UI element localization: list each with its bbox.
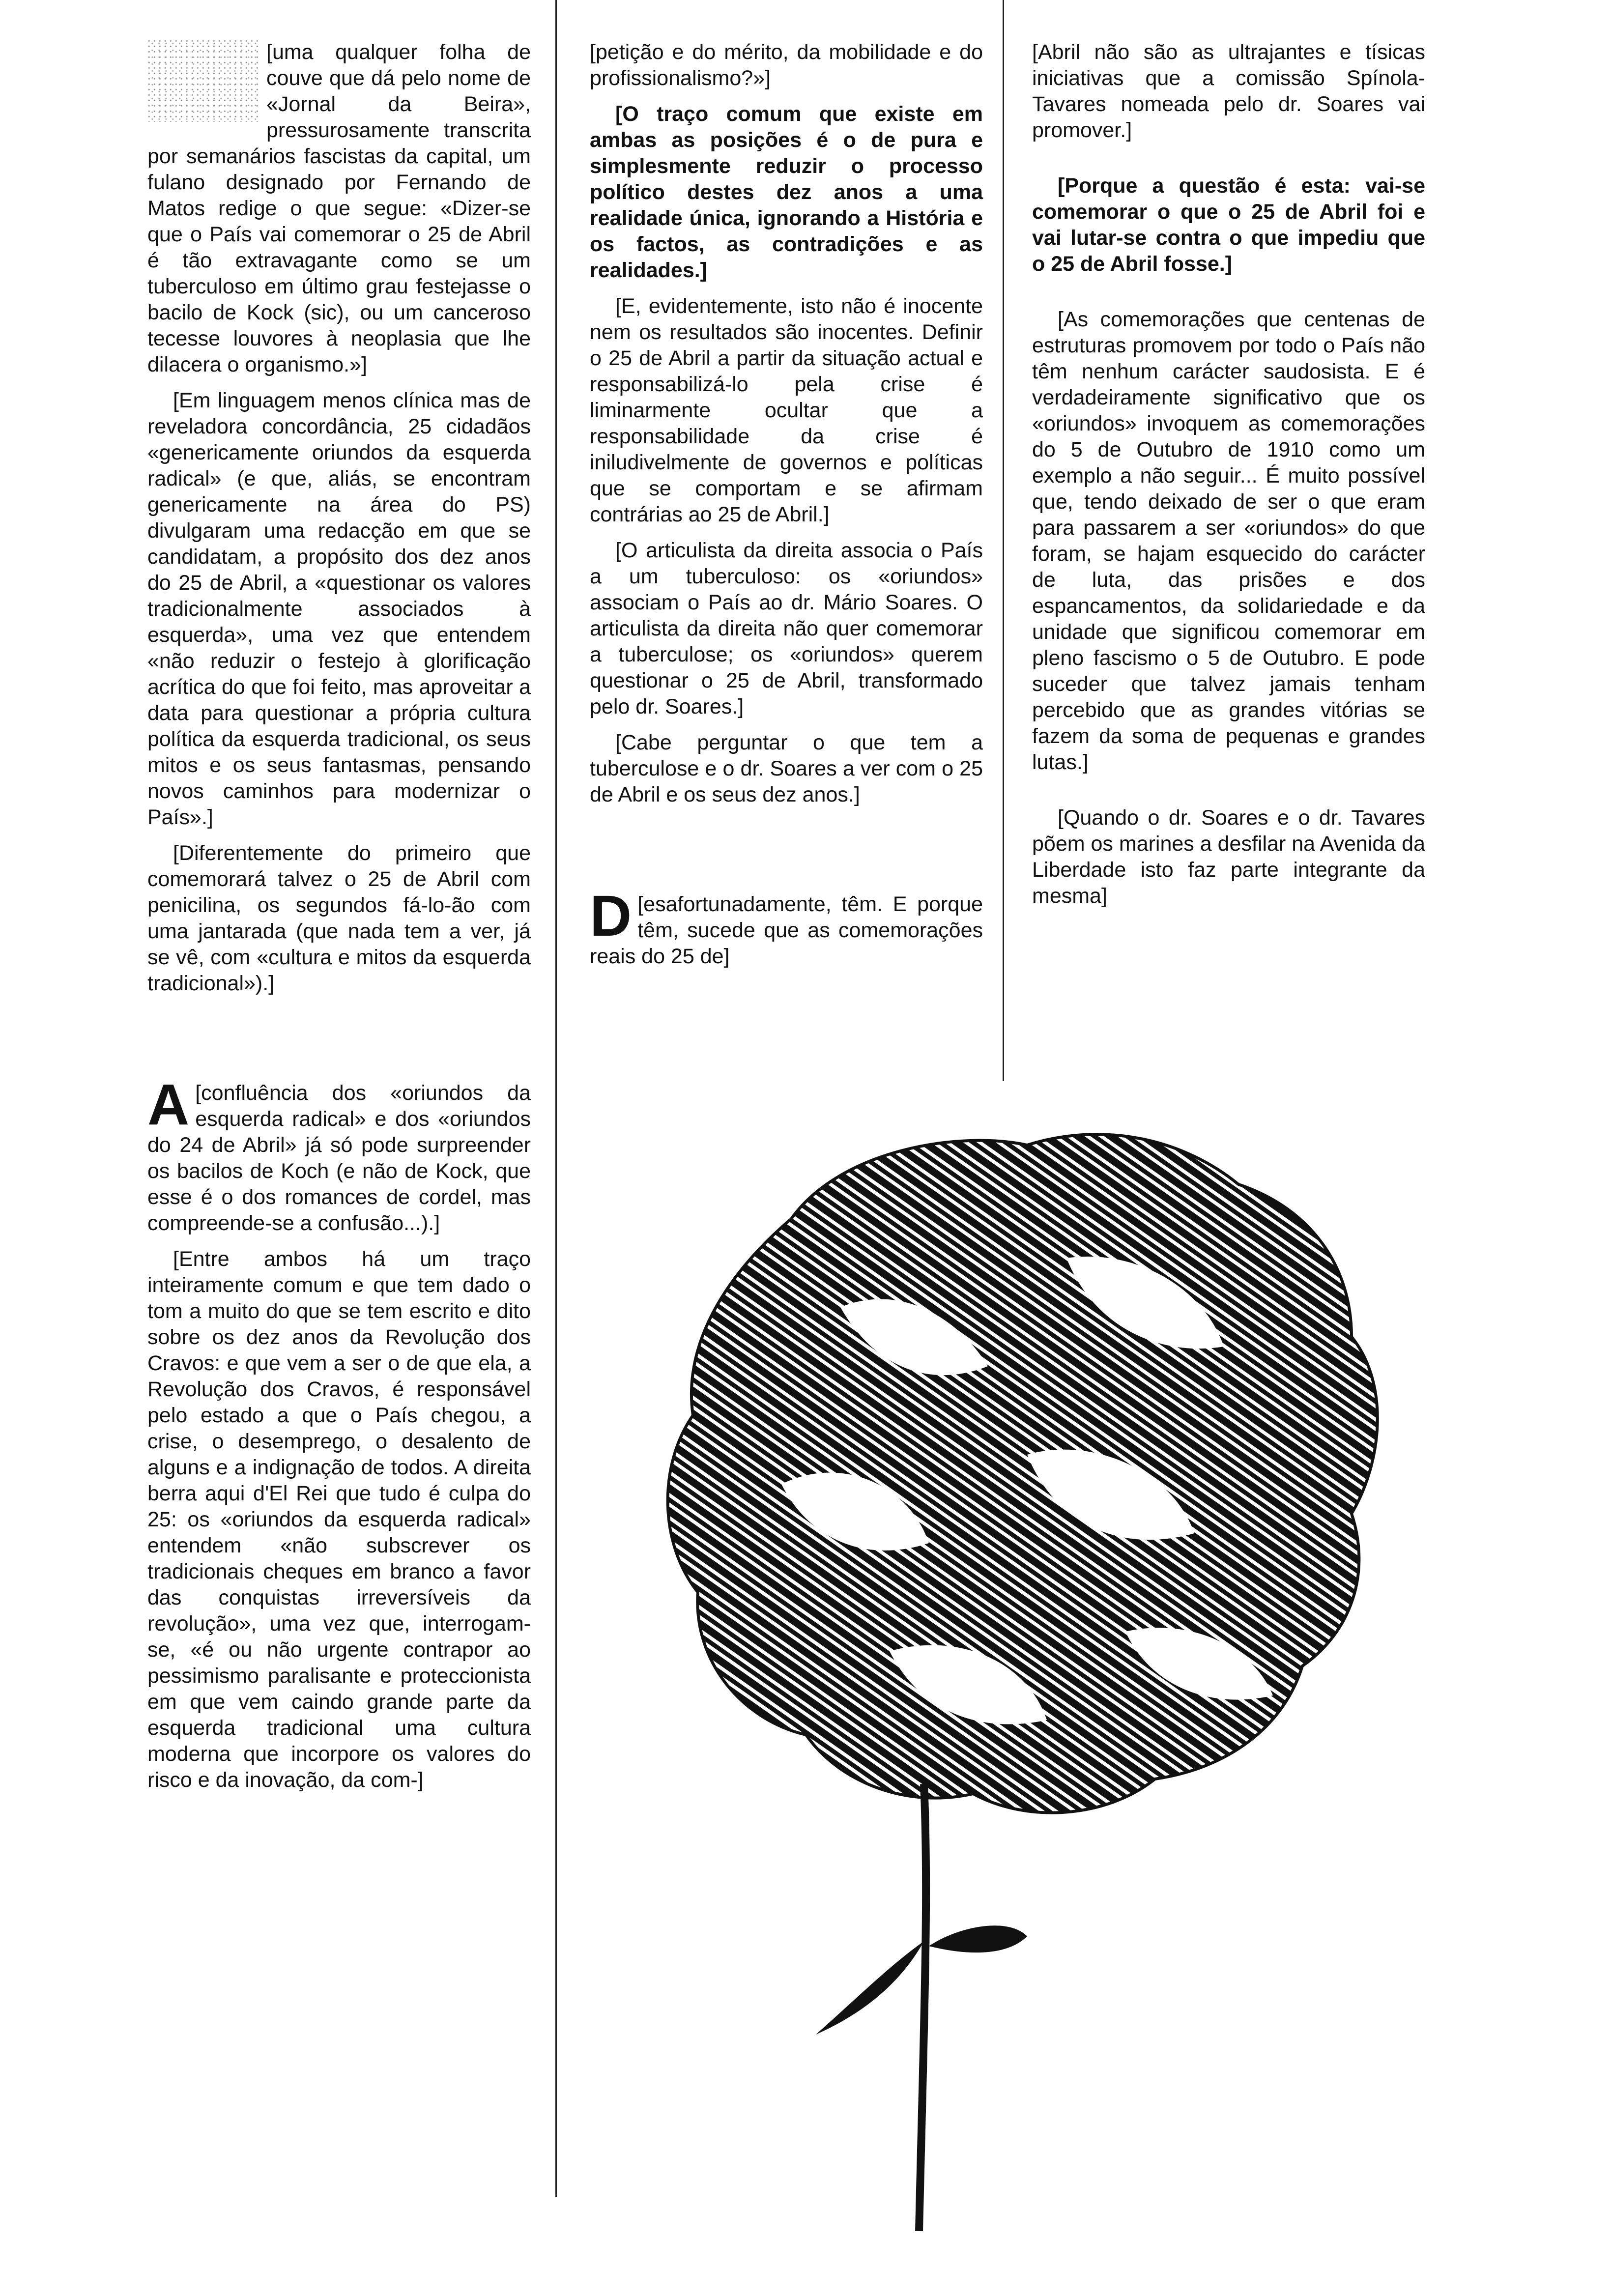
paragraph: [Quando o dr. Soares e o dr. Tavares põem os marines a desfilar na Avenida da Liberdade isto faz parte integrante da mesma]	[1032, 806, 1425, 908]
paragraph: [Porque a questão é esta: vai-se comemorar o que o 25 de Abril foi e vai lutar-se contra o que impediu que o 25 de Abril fosse.]	[1032, 174, 1425, 276]
paragraph: [Cabe perguntar o que tem a tuberculose e o dr. Soares a ver com o 25 de Abril e os seus dez anos.]	[590, 731, 983, 806]
carnation-leaf	[816, 1941, 924, 2035]
carnation-illustration	[585, 1111, 1519, 2241]
paragraph: [petição e do mérito, da mobilidade e do profissionalismo?»]	[590, 40, 983, 90]
paragraph: [E, evidentemente, isto não é inocente nem os resultados são inocentes. Definir o 25 de Abril a partir da situação actual e responsabilizá-lo pela crise é liminarmente ocultar que a responsabilidade da crise é iniludivelmente de governos e políticas que se comportam e se afirmam contrárias ao 25 de Abril.]	[590, 294, 983, 526]
paragraph: [uma qualquer folha de couve que dá pelo nome de «Jornal da Beira», pressurosamente transcrita por semanários fascistas da capital, um fulano designado por Fernando de Matos redige o que segue: «Dizer-se que o País vai comemorar o 25 de Abril é tão extravagante como se um tuberculoso em último grau festejasse o bacilo de Kock (sic), ou um canceroso tecesse louvores à neoplasia que lhe dilacera o organismo.»]	[147, 40, 531, 376]
paragraph: [O traço comum que existe em ambas as posições é o de pura e simplesmente reduzir o processo político destes dez anos a uma realidade única, ignorando a História e os factos, as contradições e as realidades.]	[590, 102, 983, 282]
column-3	[1032, 39, 1425, 919]
dropcap: A	[147, 1072, 190, 1137]
paragraph: [Diferentemente do primeiro que comemorará talvez o 25 de Abril com penicilina, os segundos fá-lo-ão com uma jantarada (que nada tem a ver, já se vê, com «cultura e mitos da esquerda tradicional»).]	[147, 841, 531, 995]
carnation-stem	[919, 1784, 926, 2231]
paragraph: [As comemorações que centenas de estruturas promovem por todo o País não têm nenhum carácter saudosista. E é verdadeiramente significativo que os «oriundos» invoquem as comemorações do 5 de Outubro de 1910 como um exemplo a não seguir... É muito possível que, tendo deixado de ser o que eram para passarem a ser «oriundos» do que foram, se hajam esquecido do carácter de luta, das prisões e dos espancamentos, da solidariedade e da unidade que significou comemorar em pleno fascismo o 5 de Outubro. E pode suceder que talvez jamais tenham percebido que as grandes vitórias se fazem da soma de pequenas e grandes lutas.]	[1032, 308, 1425, 774]
paragraph: [confluência dos «oriundos da esquerda radical» e dos «oriundos do 24 de Abril» já só pode surpreender os bacilos de Koch (e não de Kock, que esse é o dos romances de cordel, mas compreende-se a confusão...).]	[147, 1081, 531, 1235]
paragraph: [Em linguagem menos clínica mas de reveladora concordância, 25 cidadãos «genericamente oriundos da esquerda radical» (e que, aliás, se encontram genericamente na área do PS) divulgaram uma redacção em que se candidatam, a propósito dos dez anos do 25 de Abril, a «questionar os valores tradicionalmente associados à esquerda», uma vez que entendem «não reduzir o festejo à glorificação acrítica do que foi feito, mas aproveitar a data para questionar a própria cultura política da esquerda tradicional, os seus mitos e os seus fantasmas, pensando novos caminhos para modernizar o País».]	[147, 389, 531, 829]
column-2	[590, 39, 983, 979]
paragraph: [O articulista da direita associa o País a um tuberculoso: os «oriundos» associam o País ao dr. Mário Soares. O articulista da direita não quer comemorar a tuberculose; os «oriundos» querem questionar o 25 de Abril, transformado pelo dr. Soares.]	[590, 539, 983, 718]
paragraph: [esafortunadamente, têm. E porque têm, sucede que as comemorações reais do 25 de]	[590, 892, 983, 968]
paragraph: [Entre ambos há um traço inteiramente comum e que tem dado o tom a muito do que se tem escrito e dito sobre os dez anos da Revolução dos Cravos: e que vem a ser o de que ela, a Revolução dos Cravos, é responsável pelo estado a que o País chegou, a crise, o desemprego, o desalento de alguns e a indignação de todos. A direita berra aqui d'El Rei que tudo é culpa do 25: os «oriundos da esquerda radical» entendem «não subscrever os tradicionais cheques em branco a favor das conquistas irreversíveis da revolução», uma vez que, interrogam-se, «é ou não urgente contrapor ao pessimismo paralisante e proteccionista em que vem caindo grande parte da esquerda tradicional uma cultura moderna que incorpore os valores do risco e da inovação, da com-]	[147, 1247, 531, 1792]
dropcap: D	[590, 884, 632, 948]
dropcap-illustration	[147, 39, 260, 122]
column-1	[147, 39, 531, 1803]
column-divider	[555, 0, 557, 2197]
carnation-leaf	[929, 1925, 1027, 1952]
column-divider	[1003, 0, 1004, 1081]
paragraph: [Abril não são as ultrajantes e tísicas iniciativas que a comissão Spínola-Tavares nomeada pelo dr. Soares vai promover.]	[1032, 40, 1425, 142]
